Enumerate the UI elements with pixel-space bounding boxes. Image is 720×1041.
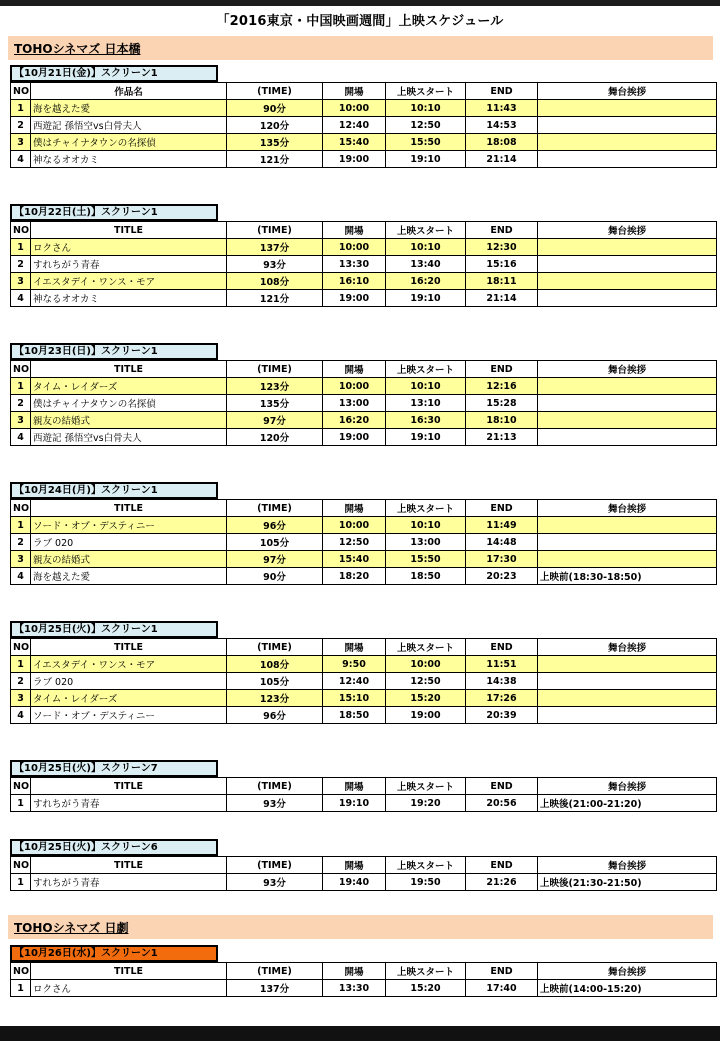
cell-note (538, 690, 717, 707)
header-start: 上映スタート (386, 83, 466, 100)
table-row (11, 117, 717, 134)
screen-label: 【10月24日(月)】スクリーン1 (10, 482, 218, 499)
cell-no: 4 (11, 429, 31, 446)
cell-open: 18:50 (323, 707, 386, 724)
cell-title: ラブ 020 (31, 534, 227, 551)
cell-end: 11:43 (466, 100, 538, 117)
header-start: 上映スタート (386, 639, 466, 656)
cell-time: 120分 (227, 117, 323, 134)
cell-title: 海を越えた愛 (31, 100, 227, 117)
cell-time: 121分 (227, 151, 323, 168)
cell-start: 10:10 (386, 378, 466, 395)
header-open: 開場 (323, 963, 386, 980)
cell-start: 15:50 (386, 134, 466, 151)
cell-end: 11:51 (466, 656, 538, 673)
cell-start: 10:10 (386, 239, 466, 256)
cell-end: 12:30 (466, 239, 538, 256)
cell-open: 10:00 (323, 378, 386, 395)
schedule-table (10, 777, 717, 812)
cell-end: 17:40 (466, 980, 538, 997)
cell-start: 19:20 (386, 795, 466, 812)
header-end: END (466, 963, 538, 980)
header-greeting: 舞台挨拶 (538, 361, 717, 378)
table-row (11, 290, 717, 307)
cell-no: 1 (11, 656, 31, 673)
header-start: 上映スタート (386, 222, 466, 239)
cell-open: 13:00 (323, 395, 386, 412)
cell-time: 105分 (227, 673, 323, 690)
cell-open: 15:40 (323, 134, 386, 151)
cell-note (538, 290, 717, 307)
header-greeting: 舞台挨拶 (538, 639, 717, 656)
cell-open: 9:50 (323, 656, 386, 673)
cell-end: 14:48 (466, 534, 538, 551)
header-row (11, 778, 717, 795)
schedule-table (10, 499, 717, 585)
header-start: 上映スタート (386, 500, 466, 517)
cell-no: 3 (11, 551, 31, 568)
cell-time: 90分 (227, 100, 323, 117)
header-end: END (466, 361, 538, 378)
cell-end: 14:38 (466, 673, 538, 690)
cell-note (538, 256, 717, 273)
header-end: END (466, 857, 538, 874)
cell-end: 20:39 (466, 707, 538, 724)
header-end: END (466, 500, 538, 517)
cell-open: 19:00 (323, 151, 386, 168)
cell-start: 10:00 (386, 656, 466, 673)
table-row (11, 551, 717, 568)
cell-no: 4 (11, 290, 31, 307)
cell-end: 17:30 (466, 551, 538, 568)
cell-end: 20:56 (466, 795, 538, 812)
cell-title: すれちがう青春 (31, 795, 227, 812)
cell-end: 18:08 (466, 134, 538, 151)
cell-time: 137分 (227, 239, 323, 256)
cell-no: 4 (11, 151, 31, 168)
schedule-table (10, 638, 717, 724)
top-bar (0, 0, 720, 6)
schedule-block (10, 204, 716, 307)
cell-note (538, 551, 717, 568)
schedule-block (10, 343, 716, 446)
cell-note (538, 534, 717, 551)
cell-time: 108分 (227, 273, 323, 290)
screen-label: 【10月26日(水)】スクリーン1 (10, 945, 218, 962)
cell-note (538, 151, 717, 168)
header-row (11, 963, 717, 980)
cell-open: 13:30 (323, 256, 386, 273)
cell-end: 15:28 (466, 395, 538, 412)
cell-end: 12:16 (466, 378, 538, 395)
cell-open: 18:20 (323, 568, 386, 585)
cell-title: 西遊記 孫悟空vs白骨夫人 (31, 117, 227, 134)
table-row (11, 429, 717, 446)
cell-time: 96分 (227, 707, 323, 724)
cell-time: 121分 (227, 290, 323, 307)
header-greeting: 舞台挨拶 (538, 778, 717, 795)
cell-time: 93分 (227, 795, 323, 812)
cell-note (538, 378, 717, 395)
cell-start: 12:50 (386, 673, 466, 690)
header-greeting: 舞台挨拶 (538, 222, 717, 239)
cell-time: 93分 (227, 256, 323, 273)
header-open: 開場 (323, 500, 386, 517)
cell-time: 137分 (227, 980, 323, 997)
cell-no: 3 (11, 273, 31, 290)
cell-end: 14:53 (466, 117, 538, 134)
header-end: END (466, 778, 538, 795)
cell-no: 2 (11, 395, 31, 412)
header-end: END (466, 222, 538, 239)
schedule-block (10, 621, 716, 724)
header-title: TITLE (31, 963, 227, 980)
header-row (11, 83, 717, 100)
cell-open: 12:50 (323, 534, 386, 551)
cell-end: 15:16 (466, 256, 538, 273)
cell-note (538, 673, 717, 690)
bottom-bar (0, 1026, 720, 1041)
cell-no: 1 (11, 874, 31, 891)
header-time: (TIME) (227, 83, 323, 100)
header-title: TITLE (31, 857, 227, 874)
header-no: NO (11, 83, 31, 100)
header-start: 上映スタート (386, 857, 466, 874)
header-time: (TIME) (227, 500, 323, 517)
header-no: NO (11, 361, 31, 378)
cell-note (538, 134, 717, 151)
cell-end: 21:14 (466, 151, 538, 168)
cell-note (538, 707, 717, 724)
table-row (11, 707, 717, 724)
cell-note (538, 100, 717, 117)
schedule-block (10, 65, 716, 168)
header-no: NO (11, 500, 31, 517)
cell-open: 12:40 (323, 673, 386, 690)
cell-start: 19:50 (386, 874, 466, 891)
table-row (11, 378, 717, 395)
cell-start: 15:20 (386, 690, 466, 707)
cell-time: 90分 (227, 568, 323, 585)
header-no: NO (11, 857, 31, 874)
cell-open: 15:10 (323, 690, 386, 707)
cell-time: 135分 (227, 395, 323, 412)
header-title: 作品名 (31, 83, 227, 100)
cell-end: 18:10 (466, 412, 538, 429)
header-open: 開場 (323, 778, 386, 795)
table-row (11, 134, 717, 151)
cell-end: 21:14 (466, 290, 538, 307)
cell-open: 19:00 (323, 290, 386, 307)
cell-note: 上映前(14:00-15:20) (538, 980, 717, 997)
cell-title: 僕はチャイナタウンの名探偵 (31, 395, 227, 412)
cell-title: すれちがう青春 (31, 874, 227, 891)
cell-time: 105分 (227, 534, 323, 551)
cell-no: 1 (11, 795, 31, 812)
cell-end: 21:26 (466, 874, 538, 891)
header-time: (TIME) (227, 222, 323, 239)
cell-no: 1 (11, 378, 31, 395)
cell-end: 17:26 (466, 690, 538, 707)
cell-time: 108分 (227, 656, 323, 673)
cell-start: 13:40 (386, 256, 466, 273)
venue-name: TOHOシネマズ 日本橋 (14, 42, 141, 56)
cell-time: 120分 (227, 429, 323, 446)
cell-title: ソード・オブ・デスティニー (31, 707, 227, 724)
cell-open: 19:00 (323, 429, 386, 446)
venue-header (8, 36, 713, 60)
cell-start: 10:10 (386, 517, 466, 534)
cell-note (538, 273, 717, 290)
header-row (11, 222, 717, 239)
table-row (11, 980, 717, 997)
cell-start: 13:10 (386, 395, 466, 412)
cell-start: 19:10 (386, 290, 466, 307)
cell-title: タイム・レイダーズ (31, 690, 227, 707)
cell-start: 16:30 (386, 412, 466, 429)
cell-start: 16:20 (386, 273, 466, 290)
cell-title: 西遊記 孫悟空vs白骨夫人 (31, 429, 227, 446)
screen-label: 【10月22日(土)】スクリーン1 (10, 204, 218, 221)
cell-no: 1 (11, 980, 31, 997)
cell-time: 123分 (227, 690, 323, 707)
table-row (11, 151, 717, 168)
cell-note (538, 239, 717, 256)
cell-start: 15:20 (386, 980, 466, 997)
header-greeting: 舞台挨拶 (538, 500, 717, 517)
header-time: (TIME) (227, 639, 323, 656)
cell-start: 18:50 (386, 568, 466, 585)
header-end: END (466, 83, 538, 100)
header-no: NO (11, 963, 31, 980)
cell-no: 2 (11, 117, 31, 134)
header-open: 開場 (323, 857, 386, 874)
cell-note (538, 429, 717, 446)
schedule-block (10, 760, 716, 812)
cell-title: 僕はチャイナタウンの名探偵 (31, 134, 227, 151)
cell-note: 上映後(21:30-21:50) (538, 874, 717, 891)
header-title: TITLE (31, 639, 227, 656)
header-open: 開場 (323, 83, 386, 100)
cell-title: タイム・レイダーズ (31, 378, 227, 395)
table-row (11, 568, 717, 585)
cell-no: 3 (11, 412, 31, 429)
table-row (11, 690, 717, 707)
header-no: NO (11, 639, 31, 656)
header-time: (TIME) (227, 778, 323, 795)
cell-no: 1 (11, 239, 31, 256)
cell-title: ロクさん (31, 980, 227, 997)
cell-title: ソード・オブ・デスティニー (31, 517, 227, 534)
cell-no: 1 (11, 100, 31, 117)
cell-time: 123分 (227, 378, 323, 395)
header-time: (TIME) (227, 963, 323, 980)
screen-label: 【10月23日(日)】スクリーン1 (10, 343, 218, 360)
cell-time: 135分 (227, 134, 323, 151)
table-row (11, 273, 717, 290)
schedule-table (10, 962, 717, 997)
header-time: (TIME) (227, 361, 323, 378)
screen-label: 【10月25日(火)】スクリーン7 (10, 760, 218, 777)
cell-no: 4 (11, 568, 31, 585)
header-open: 開場 (323, 222, 386, 239)
cell-note: 上映後(21:00-21:20) (538, 795, 717, 812)
table-row (11, 517, 717, 534)
cell-open: 19:10 (323, 795, 386, 812)
cell-start: 19:10 (386, 429, 466, 446)
header-open: 開場 (323, 361, 386, 378)
schedule-block (10, 482, 716, 585)
venue-name: TOHOシネマズ 日劇 (14, 921, 129, 935)
cell-open: 16:20 (323, 412, 386, 429)
schedule-table (10, 360, 717, 446)
header-greeting: 舞台挨拶 (538, 83, 717, 100)
header-row (11, 639, 717, 656)
table-row (11, 656, 717, 673)
header-open: 開場 (323, 639, 386, 656)
header-greeting: 舞台挨拶 (538, 857, 717, 874)
table-row (11, 100, 717, 117)
cell-title: すれちがう青春 (31, 256, 227, 273)
cell-note (538, 395, 717, 412)
cell-start: 10:10 (386, 100, 466, 117)
table-row (11, 239, 717, 256)
cell-title: 海を越えた愛 (31, 568, 227, 585)
table-row (11, 673, 717, 690)
screen-label: 【10月25日(火)】スクリーン6 (10, 839, 218, 856)
header-start: 上映スタート (386, 361, 466, 378)
schedule-table (10, 82, 717, 168)
cell-end: 21:13 (466, 429, 538, 446)
cell-note (538, 517, 717, 534)
header-row (11, 857, 717, 874)
cell-no: 2 (11, 256, 31, 273)
header-end: END (466, 639, 538, 656)
cell-title: 神なるオオカミ (31, 290, 227, 307)
cell-open: 16:10 (323, 273, 386, 290)
header-no: NO (11, 222, 31, 239)
cell-start: 12:50 (386, 117, 466, 134)
header-start: 上映スタート (386, 963, 466, 980)
cell-no: 2 (11, 534, 31, 551)
cell-title: 神なるオオカミ (31, 151, 227, 168)
schedule-block (10, 839, 716, 891)
venue-header (8, 915, 713, 939)
cell-start: 19:10 (386, 151, 466, 168)
schedule-block (10, 945, 716, 997)
cell-no: 3 (11, 690, 31, 707)
header-row (11, 500, 717, 517)
header-title: TITLE (31, 361, 227, 378)
table-row (11, 256, 717, 273)
cell-open: 19:40 (323, 874, 386, 891)
cell-open: 13:30 (323, 980, 386, 997)
cell-note (538, 656, 717, 673)
screen-label: 【10月25日(火)】スクリーン1 (10, 621, 218, 638)
cell-title: ロクさん (31, 239, 227, 256)
schedule-table (10, 856, 717, 891)
header-no: NO (11, 778, 31, 795)
cell-open: 10:00 (323, 517, 386, 534)
cell-note (538, 412, 717, 429)
cell-time: 97分 (227, 551, 323, 568)
cell-note: 上映前(18:30-18:50) (538, 568, 717, 585)
cell-time: 96分 (227, 517, 323, 534)
cell-start: 19:00 (386, 707, 466, 724)
table-row (11, 412, 717, 429)
schedule-table (10, 221, 717, 307)
table-row (11, 795, 717, 812)
cell-no: 4 (11, 707, 31, 724)
header-start: 上映スタート (386, 778, 466, 795)
cell-time: 93分 (227, 874, 323, 891)
cell-title: 親友の結婚式 (31, 551, 227, 568)
header-title: TITLE (31, 222, 227, 239)
header-time: (TIME) (227, 857, 323, 874)
table-row (11, 534, 717, 551)
cell-title: イエスタデイ・ワンス・モア (31, 273, 227, 290)
cell-no: 3 (11, 134, 31, 151)
header-title: TITLE (31, 500, 227, 517)
screen-label: 【10月21日(金)】スクリーン1 (10, 65, 218, 82)
cell-no: 2 (11, 673, 31, 690)
cell-title: 親友の結婚式 (31, 412, 227, 429)
cell-note (538, 117, 717, 134)
table-row (11, 395, 717, 412)
cell-title: イエスタデイ・ワンス・モア (31, 656, 227, 673)
cell-no: 1 (11, 517, 31, 534)
cell-end: 20:23 (466, 568, 538, 585)
cell-open: 10:00 (323, 239, 386, 256)
cell-open: 15:40 (323, 551, 386, 568)
cell-end: 18:11 (466, 273, 538, 290)
cell-start: 15:50 (386, 551, 466, 568)
cell-time: 97分 (227, 412, 323, 429)
header-greeting: 舞台挨拶 (538, 963, 717, 980)
cell-open: 10:00 (323, 100, 386, 117)
table-row (11, 874, 717, 891)
cell-title: ラブ 020 (31, 673, 227, 690)
header-row (11, 361, 717, 378)
header-title: TITLE (31, 778, 227, 795)
cell-open: 12:40 (323, 117, 386, 134)
cell-end: 11:49 (466, 517, 538, 534)
page-title: 「2016東京・中国映画週間」上映スケジュール (216, 14, 504, 29)
cell-start: 13:00 (386, 534, 466, 551)
